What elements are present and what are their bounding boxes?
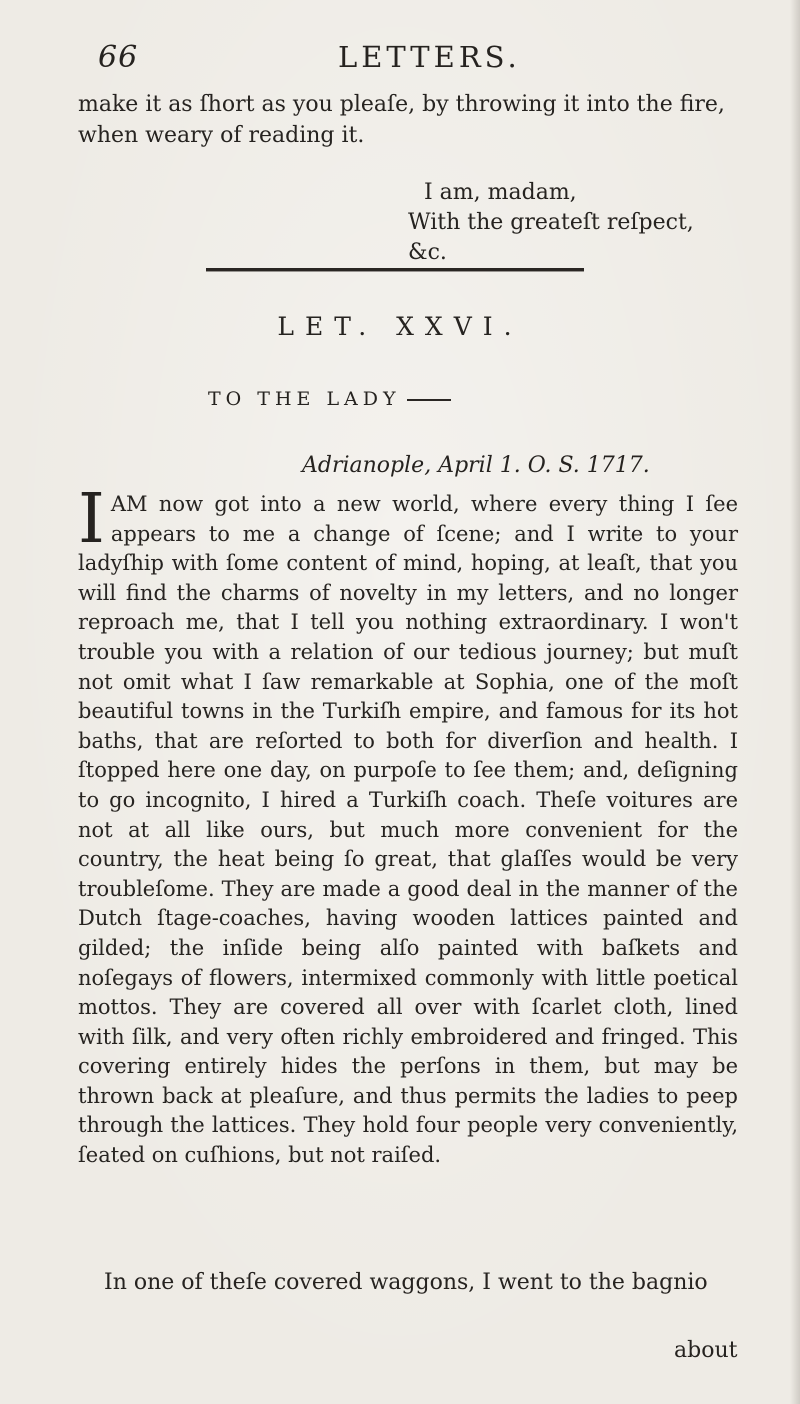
paragraph-1-text: now got into a new world, where every thing I ſee appears to me a change of ſcene; and I write to your ladyſhip with ſome content of mind, hoping, at leaſt, that you will find the charms of novelty in my letters, and no longer reproach me, that I tell you nothing extraordinary. I won't trouble you with a relation of our tedious journey; but muſt not omit what I ſaw remarkable at Sophia, one of the moſt beautiful towns in the Turkiſh empire, and famous for its hot baths, that are reſorted to both for diverſion and health. I ſtopped here one day, on purpoſe to ſee them; and, deſigning to go incognito, I hired a Turkiſh coach. Theſe voitures are not at all like ours, but much more convenient for the country, the heat being ſo great, that glaſſes would be very troubleſome. They are made a good deal in the manner of the Dutch ſtage-coaches, having wooden lattices painted and gilded; the inſide being alſo painted with baſkets and noſegays of flowers, intermixed commonly with little poetical mottos. They are covered all over with ſcarlet cloth, lined with ſilk, and very often richly embroidered and fringed. This covering entirely hides the perſons in them, but may be thrown back at pleaſure, and thus permits the ladies to peep through the lattices. They hold four people very conveniently, ſeated on cuſhions, but not raiſed.: [78, 492, 738, 1168]
letter-body: [78, 480, 738, 1171]
drop-cap: I: [78, 480, 105, 559]
paragraph-2: In one of theſe covered waggons, I went to the bagnio: [104, 1270, 708, 1295]
paragraph-1: [78, 480, 738, 1171]
addressee-line: [208, 388, 451, 410]
dateline: Adrianople, April 1. O. S. 1717.: [302, 453, 650, 478]
closing-salutation: I am, madam,: [424, 180, 577, 205]
page-number: 66: [98, 40, 139, 75]
running-head: LETTERS.: [338, 40, 521, 74]
previous-letter-ending: make it as ſhort as you pleaſe, by throwing it into the fire, when weary of reading it.: [78, 92, 725, 148]
catchword: about: [674, 1338, 738, 1363]
addressee-dash: [407, 399, 451, 401]
page-edge-shadow: [790, 0, 800, 1404]
opening-word: AM: [110, 492, 148, 516]
closing-respect: With the greateſt reſpect, &c.: [408, 210, 694, 265]
section-divider-rule: [206, 268, 584, 271]
page-header: [98, 40, 678, 76]
addressee-text: TO THE LADY: [208, 388, 401, 410]
letter-number-heading: LET. XXVI.: [277, 312, 523, 341]
